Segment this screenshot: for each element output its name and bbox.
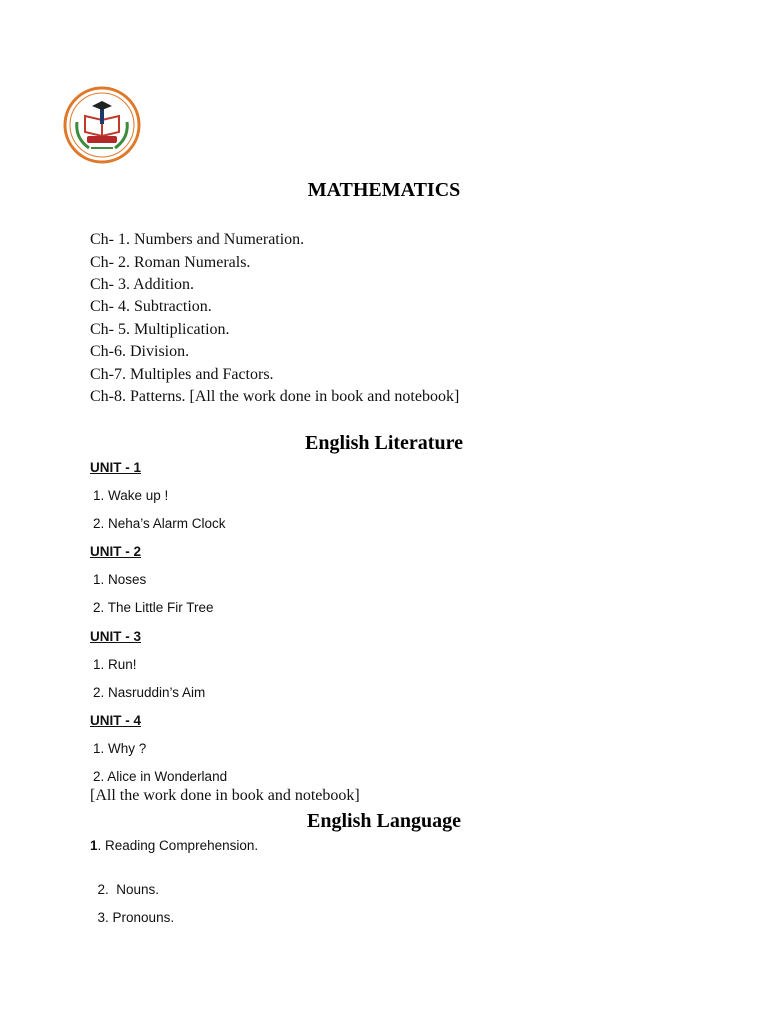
- unit-heading: UNIT - 3: [90, 629, 142, 644]
- language-item-number: 1: [90, 838, 98, 853]
- math-chapter: Ch- 1. Numbers and Numeration.: [90, 231, 305, 248]
- lesson-item: 1. Why ?: [93, 741, 147, 756]
- language-item: [90, 838, 258, 854]
- language-item-number: 2.: [97, 882, 109, 897]
- math-chapter: Ch- 2. Roman Numerals.: [90, 254, 251, 271]
- school-logo: [63, 86, 141, 164]
- math-chapter: Ch- 5. Multiplication.: [90, 321, 230, 338]
- lesson-item: 1. Noses: [93, 572, 147, 587]
- lesson-item: 2. Alice in Wonderland: [93, 769, 228, 784]
- language-item-text: Pronouns.: [108, 910, 175, 925]
- lesson-item: 1. Run!: [93, 657, 137, 672]
- unit-heading: UNIT - 4: [90, 713, 142, 728]
- unit-heading: UNIT - 1: [90, 460, 142, 475]
- english-language-title: English Language: [307, 810, 461, 832]
- lesson-item: 2. The Little Fir Tree: [93, 600, 214, 615]
- mathematics-title: MATHEMATICS: [307, 179, 461, 201]
- lesson-item: 1. Wake up !: [93, 488, 169, 503]
- math-chapter: Ch-6. Division.: [90, 343, 190, 360]
- lesson-item: 2. Neha’s Alarm Clock: [93, 516, 226, 531]
- english-literature-title: English Literature: [305, 432, 463, 454]
- unit-heading: UNIT - 2: [90, 544, 142, 559]
- school-emblem-icon: [63, 86, 141, 164]
- lesson-item: 2. Nasruddin’s Aim: [93, 685, 206, 700]
- language-item: [90, 894, 174, 926]
- math-chapter: Ch-7. Multiples and Factors.: [90, 366, 274, 383]
- language-item-text: Nouns.: [108, 882, 160, 897]
- literature-note: [All the work done in book and notebook]: [90, 787, 360, 804]
- language-item-text: . Reading Comprehension.: [97, 838, 259, 853]
- language-item-number: 3.: [97, 910, 109, 925]
- math-chapter: Ch- 4. Subtraction.: [90, 298, 212, 315]
- math-chapter: Ch- 3. Addition.: [90, 276, 195, 293]
- math-chapter: Ch-8. Patterns. [All the work done in book and notebook]: [90, 388, 460, 405]
